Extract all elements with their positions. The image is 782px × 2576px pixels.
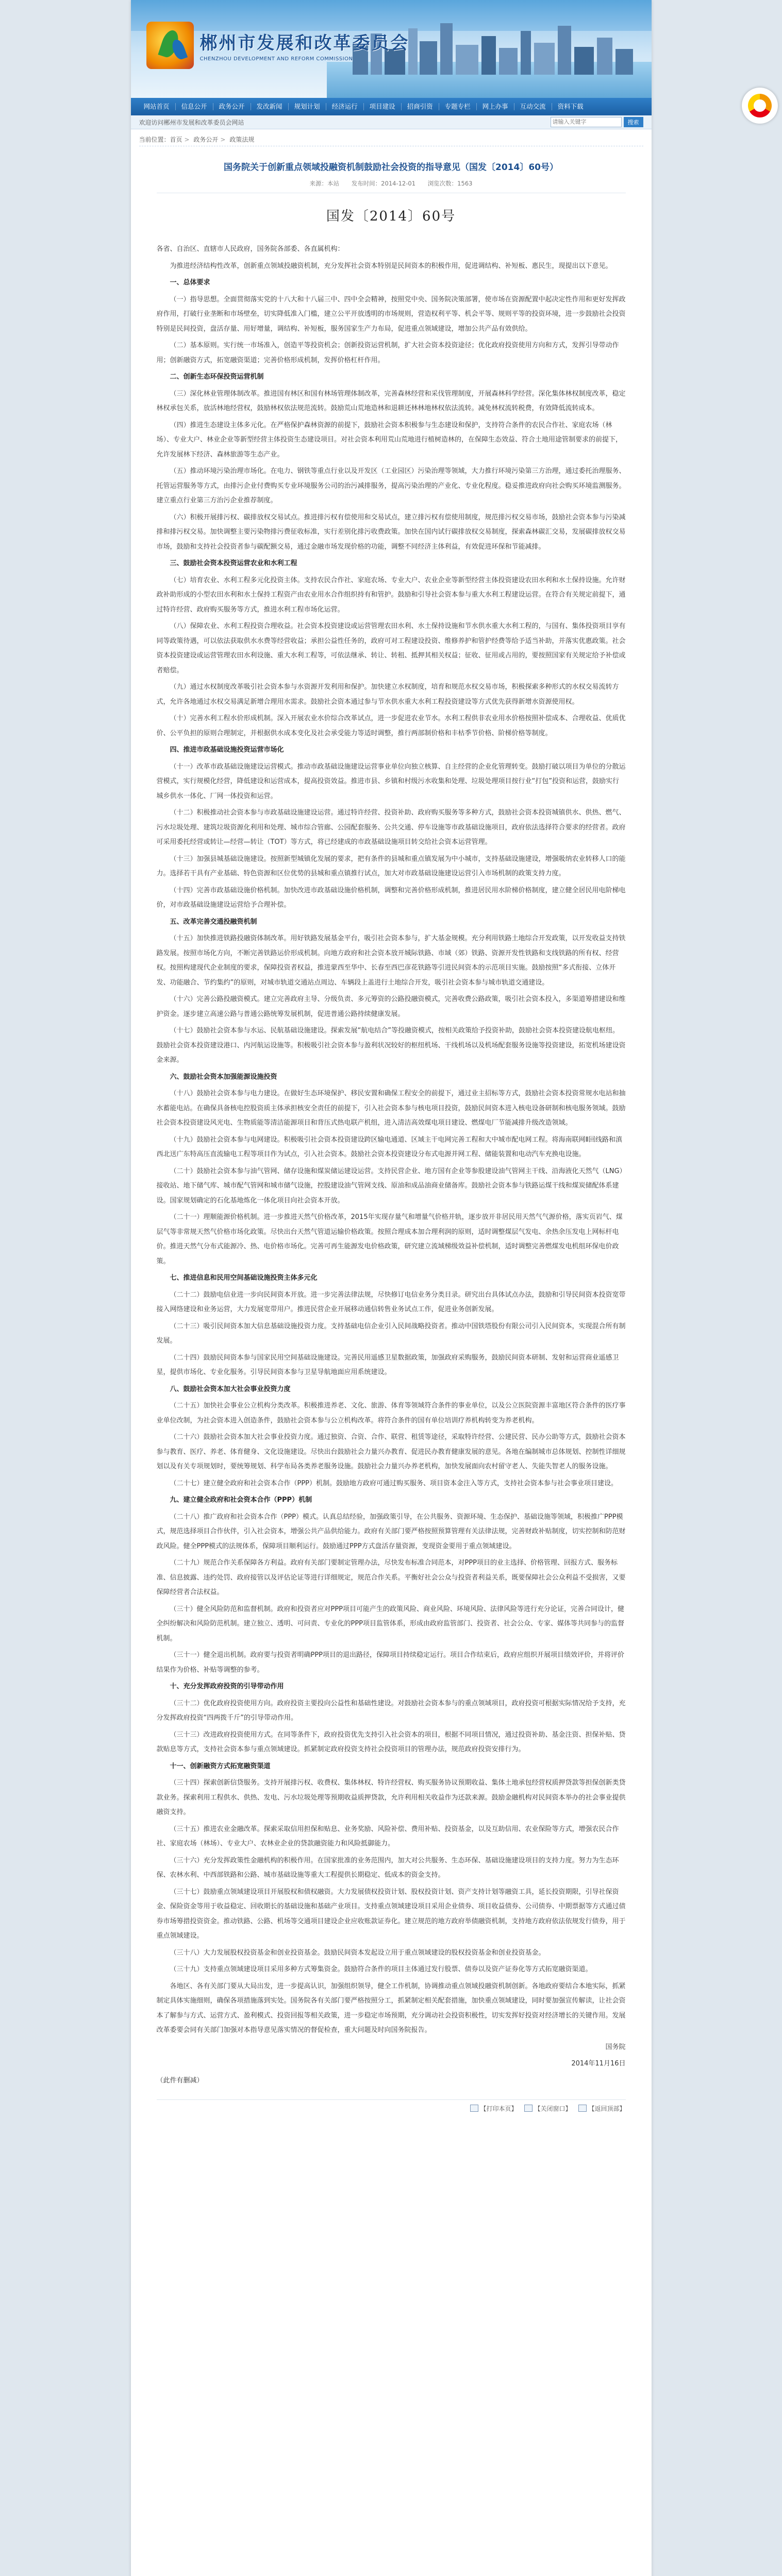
main-nav xyxy=(131,98,652,115)
back-to-top-button[interactable]: 【返回顶部】 xyxy=(578,2104,625,2113)
section-heading: 八、鼓励社会资本加大社会事业投资力度 xyxy=(170,1385,291,1393)
nav-item[interactable]: 经济运行 xyxy=(326,103,364,110)
section-heading: 四、推进市政基础设施投资运营市场化 xyxy=(170,746,284,754)
article-paragraph: （十五）加快推进铁路投融资体制改革。用好铁路发展基金平台，吸引社会资本参与，扩大基金规模。充分利用铁路土地综合开发政策，以开发收益支持铁路发展。按照市场化方向，不断完善铁路运价形成机制。向地方政府和社会资本放开城际铁路、市域（郊）铁路、资源开发性铁路和支线铁路的所有权、经营权。按照构建现代企业制度的要求，保障投资者权益，推进蒙西至华中、长春至西巴彦花铁路等引进民间资本的示范项目实施。鼓励按照“多式衔接、立体开发、功能融合、节约集约”的原则，对城市轨道交通站点周边、车辆段上盖进行土地综合开发，吸引社会资本参与城市轨道交通建设。 xyxy=(156,935,626,987)
service-logo-icon xyxy=(748,94,772,117)
breadcrumb-home[interactable]: 当前位置：首页 xyxy=(139,136,182,143)
welcome-text: 欢迎访问郴州市发展和改革委员会网站 xyxy=(139,118,244,126)
article-paragraph: （三十二）优化政府投资使用方向。政府投资主要投向公益性和基础性建设。对鼓励社会资本参与的重点领域项目，政府投资可根据实际情况给予支持，充分发挥政府投资“四两拨千斤”的引导带动作用。 xyxy=(156,1699,626,1722)
article-paragraph: （三十一）健全退出机制。政府要与投资者明确PPP项目的退出路径，保障项目持续稳定运行。项目合作结束后，政府应组织开展项目绩效评价，并将评价结果作为价格、补贴等调整的参考。 xyxy=(156,1651,625,1674)
section-heading: 五、改革完善交通投融资机制 xyxy=(170,918,257,926)
article-paragraph: （三十四）探索创新信贷服务。支持开展排污权、收费权、集体林权、特许经营权、购买服务协议预期收益、集体土地承包经营权质押贷款等担保创新类贷款业务。探索利用工程供水、供热、发电、污水垃圾处理等预期收益质押贷款，允许利用相关收益作为还款来源。鼓励金融机构对民间资本举办的社会事业提供融资支持。 xyxy=(156,1779,626,1816)
article-paragraph: 各地区、各有关部门要从大局出发，进一步提高认识，加强组织领导，健全工作机制，协调推动重点领域投融资机制创新。各地政府要结合本地实际，抓紧制定具体实施细则，确保各项措施落到实处。国务院各有关部门要严格按照分工，抓紧制定相关配套措施，加快重点领域建设，同时要加强宣传解读，让社会资本了解参与方式、运营方式、盈利模式、投资回报等相关政策，进一步稳定市场预期，充分调动社会投资积极性，切实发挥好投资对经济增长的关键作用。发展改革委要会同有关部门加强对本指导意见落实情况的督促检查，重大问题及时向国务院报告。 xyxy=(156,1982,626,2034)
site-banner xyxy=(131,0,652,98)
article-paragraph: （八）保障农业、水利工程投资合理收益。社会资本投资建设或运营管理农田水利、水土保持设施和节水供水重大水利工程的，与国有、集体投资项目享有同等政策待遇，可以依法获取供水水费等经营收益；承担公益性任务的，政府可对工程建设投资、维修养护和管护经费等给予适当补助，并落实优惠政策。社会资本投资建设或运营管理农田水利设施、重大水利工程等，可依法继承、转让、转租、抵押其相关权益；征收、征用或占用的，要按照国家有关规定给予补偿或者赔偿。 xyxy=(156,622,626,674)
article-paragraph: （三十）健全风险防范和监督机制。政府和投资者应对PPP项目可能产生的政策风险、商业风险、环境风险、法律风险等进行充分论证，完善合同设计，健全纠纷解决和风险防范机制。建立独立、透明、可问责、专业化的PPP项目监管体系，形成由政府监管部门、投资者、社会公众、专家、媒体等共同参与的监督机制。 xyxy=(156,1605,625,1642)
article-paragraph: （一）指导思想。全面贯彻落实党的十八大和十八届三中、四中全会精神，按照党中央、国务院决策部署，使市场在资源配置中起决定性作用和更好发挥政府作用，打破行业垄断和市场壁垒，切实降低准入门槛，建立公平开放透明的市场规则，营造权利平等、机会平等、规则平等的投资环境，进一步鼓励社会投资特别是民间投资，盘活存量、用好增量，调结构、补短板，服务国家生产力布局，促进重点领域建设，增加公共产品有效供给。 xyxy=(156,295,626,333)
page xyxy=(131,0,652,2576)
breadcrumb-item[interactable]: 政策法规 xyxy=(229,136,255,143)
article-paragraph: （十七）鼓励社会资本参与水运、民航基础设施建设。探索发展“航电结合”等投融资模式，按相关政策给予投资补助，鼓励社会资本投资建设航电枢纽。鼓励社会资本投资建设港口、内河航运设施等。积极吸引社会资本参与盈利状况较好的枢纽机场、干线机场以及机场配套服务设施等投资建设，拓宽机场建设资金来源。 xyxy=(156,1027,626,1064)
article-paragraph: （七）培育农业、水利工程多元化投资主体。支持农民合作社、家庭农场、专业大户、农业企业等新型经营主体投资建设农田水利和水土保持设施。允许财政补助形成的小型农田水利和水土保持工程资产由农业用水合作组织持有和管护。鼓励和引导社会资本参与重大水利工程建设运营。在符合有关规定前提下，通过特许经营、政府购买服务等方式，推进水利工程市场化运营。 xyxy=(156,576,626,614)
article-paragraph: （二十五）加快社会事业公立机构分类改革。积极推进养老、文化、旅游、体育等领域符合条件的事业单位，以及公立医院资源丰富地区符合条件的医疗事业单位改制，为社会资本进入创造条件，鼓励社会资本参与公立机构改革。将符合条件的国有单位培训疗养机构转变为养老机构。 xyxy=(156,1402,626,1425)
nav-item[interactable]: 网上办事 xyxy=(477,103,514,110)
section-heading: 十、充分发挥政府投资的引导带动作用 xyxy=(170,1683,284,1690)
article-paragraph: 各省、自治区、直辖市人民政府，国务院各部委、各直属机构： xyxy=(156,245,344,253)
nav-item[interactable]: 招商引资 xyxy=(402,103,439,110)
article-title: 国务院关于创新重点领域投融资机制鼓励社会投资的指导意见（国发〔2014〕60号） xyxy=(224,162,558,173)
article-paragraph: （十四）完善市政基础设施价格机制。加快改进市政基础设施价格机制，调整和完善价格形成机制，推进居民用水阶梯价格制度，建立健全居民用电阶梯电价，对市政基础设施建设运营给予合理补偿。 xyxy=(156,886,626,909)
article-paragraph: （三十九）支持重点领域建设项目采用多种方式筹集资金。鼓励符合条件的项目主体通过发行股票、债券以及资产证券化等方式拓宽融资渠道。 xyxy=(170,1965,592,1973)
article-paragraph: （二十三）吸引民间资本加大信息基础设施投资力度。支持基础电信企业引入民间战略投资者。推动中国铁塔股份有限公司引入民间资本，实现混合所有制发展。 xyxy=(156,1322,626,1345)
section-heading: 七、推进信息和民用空间基础设施投资主体多元化 xyxy=(170,1274,318,1282)
breadcrumb: 当前位置：首页 > 政务公开 > 政策法规 xyxy=(139,133,643,146)
article-views: 浏览次数：1563 xyxy=(427,180,473,187)
section-heading: 三、鼓励社会资本投资运营农业和水利工程 xyxy=(170,560,297,567)
article-paragraph: （二十九）规范合作关系保障各方利益。政府有关部门要制定管理办法，尽快发布标准合同范本，对PPP项目的业主选择、价格管理、回报方式、服务标准、信息披露、违约处罚、政府接管以及评估论证等进行详细规定，规范合作关系。平衡好社会公众与投资者利益关系，既要保障社会公众利益不受损害，又要保障经营者合法权益。 xyxy=(156,1559,626,1596)
section-heading: 一、总体要求 xyxy=(170,279,210,286)
article-paragraph: （二十一）理顺能源价格机制。进一步推进天然气价格改革，2015年实现存量气和增量气价格并轨，逐步放开非居民用天然气气源价格，落实页岩气、煤层气等非常规天然气价格市场化政策。尽快出台天然气管道运输价格政策。按照合理成本加合理利润的原则，适时调整煤层气发电、余热余压发电上网标杆电价。推进天然气分布式能源冷、热、电价格市场化。完善可再生能源发电价格政策，研究建立流域梯级效益补偿机制，适时调整完善燃煤发电机组环保电价政策。 xyxy=(156,1213,623,1265)
search-area xyxy=(551,117,643,127)
nav-item[interactable]: 规划计划 xyxy=(289,103,326,110)
article-paragraph: （十六）完善公路投融资模式。建立完善政府主导、分级负责、多元筹资的公路投融资模式，完善收费公路政策，吸引社会资本投入，多渠道筹措建设和维护资金。逐步建立高速公路与普通公路统筹发展机制，促进普通公路持续健康发展。 xyxy=(156,995,626,1018)
article-paragraph: （三十八）大力发展股权投资基金和创业投资基金。鼓励民间资本发起设立用于重点领域建设的股权投资基金和创业投资基金。 xyxy=(170,1948,545,1957)
article-paragraph: （二十六）鼓励社会资本加大社会事业投资力度。通过独资、合资、合作、联营、租赁等途径，采取特许经营、公建民营、民办公助等方式，鼓励社会资本参与教育、医疗、养老、体育健身、文化设施建设。尽快出台鼓励社会力量兴办教育、促进民办教育健康发展的意见。各地在编制城市总体规划、控制性详细规划以及有关专项规划时，要统筹规划、科学布局各类养老服务设施。鼓励社会力量兴办养老机构，加快发展面向农村留守老人、失能失智老人的服务设施。 xyxy=(156,1433,626,1470)
floating-service-widget[interactable] xyxy=(742,88,778,124)
breadcrumb-item[interactable]: 政务公开 xyxy=(193,136,219,143)
site-name: 郴州市发展和改革委员会 xyxy=(199,33,410,54)
article-paragraph: （二十四）鼓励民间资本参与国家民用空间基础设施建设。完善民用遥感卫星数据政策，加强政府采购服务，鼓励民间资本研制、发射和运营商业遥感卫星，提供市场化、专业化服务。引导民间资本参与卫星导航地面应用系统建设。 xyxy=(156,1353,619,1376)
article-paragraph: （四）推进生态建设主体多元化。在严格保护森林资源的前提下，鼓励社会资本积极参与生态建设和保护，支持符合条件的农民合作社、家庭农场（林场）、专业大户、林业企业等新型经营主体投资生态建设项目。对社会资本利用荒山荒地进行植树造林的，在保障生态效益、符合土地用途管制要求的前提下，允许发展林下经济、森林旅游等生态产业。 xyxy=(156,421,623,459)
article-paragraph: （三十五）推进农业金融改革。探索采取信用担保和贴息、业务奖励、风险补偿、费用补贴、投资基金，以及互助信用、农业保险等方式，增强农民合作社、家庭农场（林场）、专业大户、农林业企业的贷款融资能力和风险抵御能力。 xyxy=(156,1825,619,1848)
section-heading: 十一、创新融资方式拓宽融资渠道 xyxy=(170,1762,271,1770)
site-logo[interactable] xyxy=(146,22,410,69)
nav-item[interactable]: 发改新闻 xyxy=(251,103,289,110)
article-paragraph: （二十二）鼓励电信业进一步向民间资本开放。进一步完善法律法规，尽快修订电信业务分类目录。研究出台具体试点办法，鼓励和引导民间资本投资宽带接入网络建设和业务运营，大力发展宽带用户。推进民营企业开展移动通信转售业务试点工作，促进业务创新发展。 xyxy=(156,1291,626,1313)
article-paragraph: （六）积极开展排污权、碳排放权交易试点。推进排污权有偿使用和交易试点，建立排污权有偿使用制度，规范排污权交易市场，鼓励社会资本参与污染减排和排污权交易。加快调整主要污染物排污费征收标准，实行差别化排污收费政策。加快在国内试行碳排放权交易制度，探索森林碳汇交易，发展碳排放权交易市场，鼓励和支持社会投资者参与碳配额交易，通过金融市场发现价格的功能，调整不同经济主体利益，有效促进环保和节能减排。 xyxy=(156,513,626,551)
article-paragraph: 国务院 xyxy=(605,2043,626,2051)
article-date: 发布时间：2014-12-01 xyxy=(351,180,416,187)
article-paragraph: （十九）鼓励社会资本参与电网建设。积极吸引社会资本投资建设跨区输电通道、区域主干电网完善工程和大中城市配电网工程。将海南联网Ⅱ回线路和滇西北送广东特高压直流输电工程等项目作为试点，引入社会资本。鼓励社会资本投资建设分布式电源并网工程、储能装置和电动汽车充换电设施。 xyxy=(156,1136,622,1158)
article-paragraph: （十三）加强县城基础设施建设。按照新型城镇化发展的要求，把有条件的县城和重点镇发展为中小城市，支持基础设施建设，增强吸纳农业转移人口的能力。选择若干具有产业基础、特色资源和区位优势的县城和重点镇推行试点，加大对市政基础设施建设运营引入市场机制的政策支持力度。 xyxy=(156,855,626,877)
article-tools xyxy=(157,2099,626,2116)
article-paragraph: （十八）鼓励社会资本参与电力建设。在做好生态环境保护、移民安置和确保工程安全的前提下，通过业主招标等方式，鼓励社会资本投资常规水电站和抽水蓄能电站。在确保具备核电控股资质主体承担核安全责任的前提下，引入社会资本参与核电项目投资，鼓励民间资本进入核电设备研制和核电服务领域。鼓励社会资本投资建设风光电、生物质能等清洁能源项目和背压式热电联产机组，进入清洁高效煤电项目建设、燃煤电厂节能减排升级改造领域。 xyxy=(156,1090,626,1127)
article-source: 来源：本站 xyxy=(309,180,340,187)
arrow-up-icon xyxy=(578,2105,587,2112)
article-paragraph: （十一）改革市政基础设施建设运营模式。推动市政基础设施建设运营事业单位向独立核算、自主经营的企业化管理转变。鼓励打破以项目为单位的分散运营模式，实行规模化经营，降低建设和运营成本，提高投资效益。推进市县、乡镇和村级污水收集和处理、垃圾处理项目按行业“打包”投资和运营，鼓励实行城乡供水一体化、厂网一体投资和运营。 xyxy=(156,762,626,800)
section-heading: 九、建立健全政府和社会资本合作（PPP）机制 xyxy=(170,1496,312,1504)
nav-item[interactable]: 政务公开 xyxy=(213,103,251,110)
article-paragraph: （十二）积极推动社会资本参与市政基础设施建设运营。通过特许经营、投资补助、政府购买服务等多种方式，鼓励社会资本投资城镇供水、供热、燃气、污水垃圾处理、建筑垃圾资源化利用和处理、城市综合管廊、公园配套服务、公共交通、停车设施等市政基础设施项目，政府依法选择符合要求的经营者。政府可采用委托经营或转让—经营—转让（TOT）等方式，将已经建成的市政基础设施项目转交给社会资本运营管理。 xyxy=(156,809,626,846)
article xyxy=(131,146,652,2088)
nav-item[interactable]: 专题专栏 xyxy=(439,103,477,110)
nav-item[interactable]: 网站首页 xyxy=(138,103,176,110)
logo-emblem-icon xyxy=(146,22,194,69)
article-paragraph: （此件有删减） xyxy=(156,2076,204,2084)
close-window-button[interactable]: 【关闭窗口】 xyxy=(524,2104,571,2113)
article-paragraph: （二十八）推广政府和社会资本合作（PPP）模式。认真总结经验，加强政策引导，在公共服务、资源环境、生态保护、基础设施等领域，积极推广PPP模式，规范选择项目合作伙伴，引入社会资本，增强公共产品供给能力。政府有关部门要严格按照预算管理有关法律法规，完善财政补贴制度，切实控制和防范财政风险。健全PPP模式的法规体系，保障项目顺利运行。鼓励通过PPP方式盘活存量资源，变现资金要用于重点领域建设。 xyxy=(156,1513,626,1550)
close-icon xyxy=(524,2105,533,2112)
print-button[interactable]: 【打印本页】 xyxy=(470,2104,517,2113)
article-paragraph: （二十七）建立健全政府和社会资本合作（PPP）机制。鼓励地方政府可通过购买服务、项目资本金注入等方式，支持社会资本参与社会事业项目建设。 xyxy=(170,1479,618,1487)
site-name-en: CHENZHOU DEVELOPMENT AND REFORM COMMISSION xyxy=(199,56,353,62)
section-heading: 二、创新生态环保投资运营机制 xyxy=(170,373,264,381)
article-paragraph: （三十六）充分发挥政策性金融机构的积极作用。在国家批准的业务范围内，加大对公共服务、生态环保、基础设施建设项目的支持力度。努力为生态环保、农林水利、中西部铁路和公路、城市基础设施等重大工程提供长期稳定、低成本的资金支持。 xyxy=(156,1856,619,1879)
print-icon xyxy=(470,2105,478,2112)
search-input[interactable] xyxy=(551,117,622,127)
document-number: 国发〔2014〕60号 xyxy=(326,209,456,224)
nav-item[interactable]: 信息公开 xyxy=(176,103,213,110)
nav-item[interactable]: 互动交流 xyxy=(514,103,552,110)
article-meta xyxy=(157,179,626,193)
article-paragraph: （三十三）改进政府投资使用方式。在同等条件下，政府投资优先支持引入社会资本的项目，根据不同项目情况，通过投资补助、基金注资、担保补贴、贷款贴息等方式，支持社会资本参与重点领域建设。抓紧制定政府投资支持社会投资项目的管理办法，规范政府投资安排行为。 xyxy=(156,1731,626,1753)
article-paragraph: （二十）鼓励社会资本参与油气管网、储存设施和煤炭储运建设运营。支持民营企业、地方国有企业等参股建设油气管网主干线、沿海液化天然气（LNG）接收站、地下储气库、城市配气管网和城市储气设施，控股建设油气管网支线、原油和成品油商业储备库。鼓励社会资本参与铁路运煤干线和煤炭储配体系建设。国家规划确定的石化基地炼化一体化项目向社会资本开放。 xyxy=(156,1167,623,1205)
article-paragraph: （三十七）鼓励重点领域建设项目开展股权和债权融资。大力发展债权投资计划、股权投资计划、资产支持计划等融资工具，延长投资期限，引导社保资金、保险资金等用于收益稳定、回收期长的基础设施和基础产业项目。支持重点领域建设项目采用企业债券、项目收益债券、公司债券、中期票据等方式通过债券市场筹措投资资金。推动铁路、公路、机场等交通项目建设企业应收账款证券化。建立规范的地方政府举债融资机制，支持地方政府依法依规发行债券，用于重点领域建设。 xyxy=(156,1888,626,1940)
nav-item[interactable]: 项目建设 xyxy=(364,103,402,110)
article-paragraph: （九）通过水权制度改革吸引社会资本参与水资源开发利用和保护。加快建立水权制度，培育和规范水权交易市场，积极探索多种形式的水权交易流转方式，允许各地通过水权交易满足新增合理用水需求。鼓励社会资本通过参与节水供水重大水利工程投资建设等方式优先获得新增水资源使用权。 xyxy=(156,683,619,706)
article-paragraph: （十）完善水利工程水价形成机制。深入开展农业水价综合改革试点，进一步促进农业节水。水利工程供非农业用水价格按照补偿成本、合理收益、优质优价、公平负担的原则合理制定，并根据供水成本变化及社会承受能力等适时调整，推行两部制价格和丰枯季节价格、阶梯价格等制度。 xyxy=(156,715,626,737)
article-paragraph: 为推进经济结构性改革，创新重点领域投融资机制，充分发挥社会资本特别是民间资本的积极作用，促进调结构、补短板、惠民生，现提出以下意见。 xyxy=(170,262,612,270)
sub-nav-bar xyxy=(131,115,652,129)
article-body xyxy=(157,242,626,2088)
nav-item[interactable]: 资料下载 xyxy=(557,103,584,110)
article-paragraph: （二）基本原则。实行统一市场准入，创造平等投资机会；创新投资运营机制，扩大社会资本投资途径；优化政府投资使用方向和方式，发挥引导带动作用；创新融资方式，拓宽融资渠道；完善价格形成机制，发挥价格杠杆作用。 xyxy=(156,342,619,364)
article-paragraph: 2014年11月16日 xyxy=(571,2060,626,2067)
search-button[interactable]: 搜索 xyxy=(624,117,643,127)
section-heading: 六、鼓励社会资本加强能源设施投资 xyxy=(170,1073,277,1081)
article-paragraph: （三）深化林业管理体制改革。推进国有林区和国有林场管理体制改革，完善森林经营和采伐管理制度，开展森林科学经营。深化集体林权制度改革，稳定林权承包关系，放活林地经营权，鼓励林权依法规范流转。鼓励荒山荒地造林和退耕还林林地林权依法流转。减免林权流转税费，有效降低流转成本。 xyxy=(156,389,626,412)
article-paragraph: （五）推动环境污染治理市场化。在电力、钢铁等重点行业以及开发区（工业园区）污染治理等领域，大力推行环境污染第三方治理，通过委托治理服务、托管运营服务等方式，由排污企业付费购买专业环境服务公司的治污减排服务，提高污染治理的产业化、专业化程度。稳妥推进政府向社会购买环境监测服务。建立重点行业第三方治污企业推荐制度。 xyxy=(156,467,626,504)
